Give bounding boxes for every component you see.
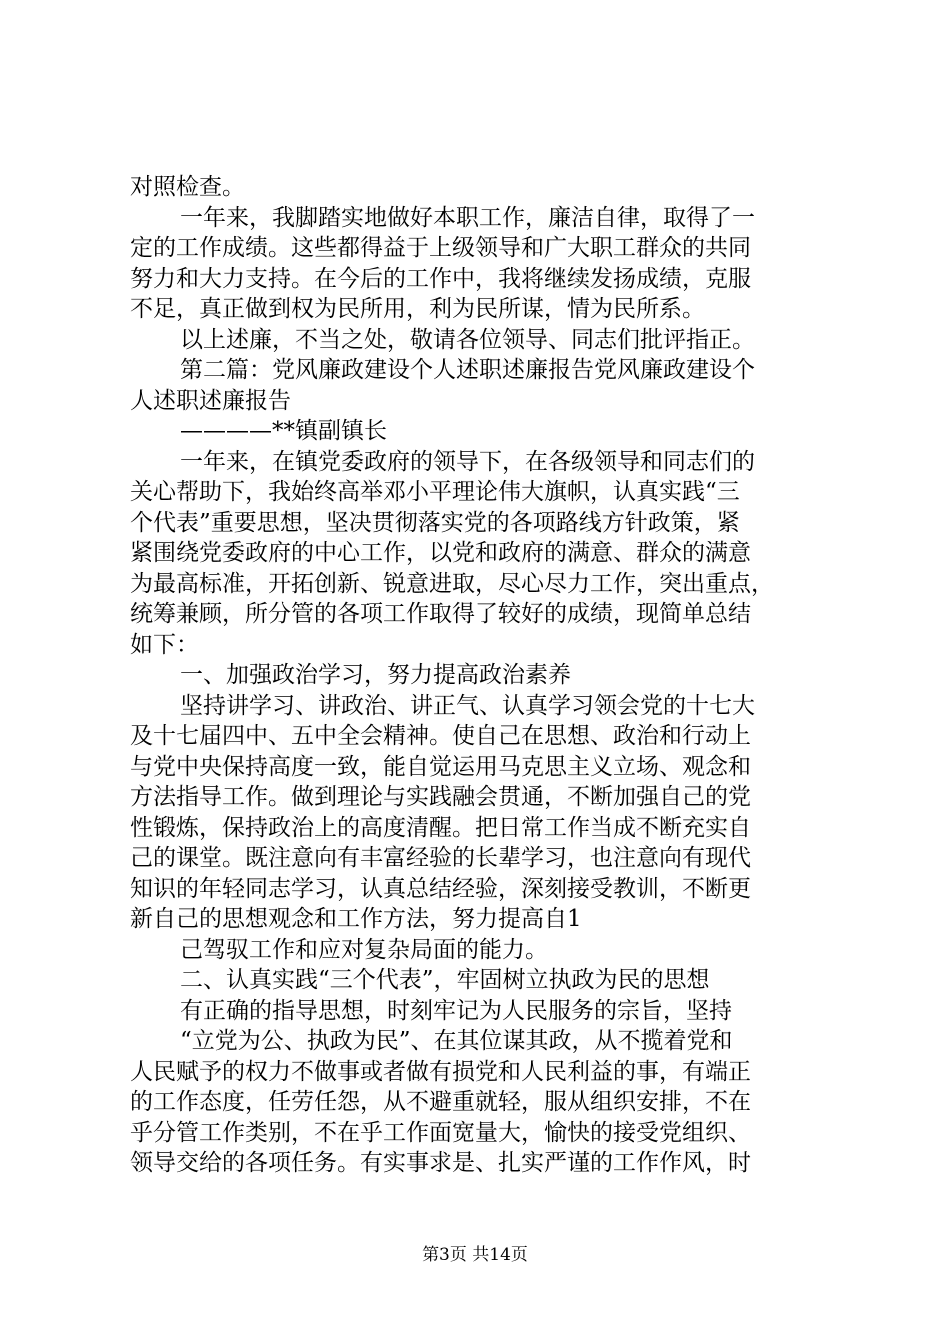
- text-line: 方法指导工作。做到理论与实践融会贯通，不断加强自己的党: [130, 784, 751, 810]
- text-line: 努力和大力支持。在今后的工作中，我将继续发扬成绩，克服: [130, 265, 751, 292]
- text-line: 一、加强政治学习，努力提高政治素养: [180, 662, 571, 688]
- text-line: 坚持讲学习、讲政治、讲正气、认真学习领会党的十七大: [180, 692, 755, 719]
- text-line: 与党中央保持高度一致，能自觉运用马克思主义立场、观念和: [130, 753, 751, 780]
- text-line: 为最高标准，开拓创新、锐意进取，尽心尽力工作，突出重点，: [130, 570, 774, 597]
- text-line: 的工作态度，任劳任怨，从不避重就轻，服从组织安排，不在: [130, 1089, 751, 1115]
- text-line: 紧围绕党委政府的中心工作，以党和政府的满意、群众的满意: [130, 540, 751, 566]
- text-line: 知识的年轻同志学习，认真总结经验，深刻接受教训，不断更: [130, 875, 751, 902]
- text-line: 己驾驭工作和应对复杂局面的能力。: [180, 936, 548, 963]
- text-line: 一年来，在镇党委政府的领导下，在各级领导和同志们的: [180, 448, 755, 475]
- text-line: 有正确的指导思想，时刻牢记为人民服务的宗旨，坚持: [180, 997, 732, 1024]
- text-line: 乎分管工作类别，不在乎工作面宽量大，愉快的接受党组织、: [130, 1119, 751, 1146]
- text-line: 关心帮助下，我始终高举邓小平理论伟大旗帜，认真实践“三: [130, 479, 740, 505]
- text-line: 个代表”重要思想，坚决贯彻落实党的各项路线方针政策，紧: [130, 509, 740, 536]
- text-line: 新自己的思想观念和工作方法，努力提高自1: [130, 906, 582, 932]
- text-line: 第二篇：党风廉政建设个人述职述廉报告党风廉政建设个: [180, 357, 755, 383]
- text-line: 人述职述廉报告: [130, 387, 291, 414]
- text-line: 不足，真正做到权为民所用，利为民所谋，情为民所系。: [130, 296, 705, 322]
- document-body: [130, 172, 830, 1179]
- text-line: 人民赋予的权力不做事或者做有损党和人民利益的事，有端正: [130, 1058, 751, 1085]
- text-line: 领导交给的各项任务。有实事求是、扎实严谨的工作作风，时: [130, 1150, 751, 1176]
- text-line: 己的课堂。既注意向有丰富经验的长辈学习，也注意向有现代: [130, 845, 751, 871]
- text-line: 一年来，我脚踏实地做好本职工作，廉洁自律，取得了一: [180, 204, 755, 231]
- text-line: “立党为公、执政为民”、在其位谋其政，从不揽着党和: [180, 1028, 733, 1054]
- page-footer: 第3页 共14页: [422, 1245, 528, 1265]
- text-line: 统筹兼顾，所分管的各项工作取得了较好的成绩，现简单总结: [130, 601, 751, 627]
- text-line: 定的工作成绩。这些都得益于上级领导和广大职工群众的共同: [130, 235, 751, 261]
- text-line: 性锻炼，保持政治上的高度清醒。把日常工作当成不断充实自: [130, 814, 751, 841]
- text-line: 对照检查。: [130, 174, 245, 200]
- text-line: 如下：: [130, 631, 199, 658]
- text-line: 及十七届四中、五中全会精神。使自己在思想、政治和行动上: [130, 723, 751, 749]
- text-line: ————**镇副镇长: [180, 418, 387, 444]
- text-line: 二、认真实践“三个代表”，牢固树立执政为民的思想: [180, 967, 710, 993]
- text-line: 以上述廉，不当之处，敬请各位领导、同志们批评指正。: [180, 326, 755, 353]
